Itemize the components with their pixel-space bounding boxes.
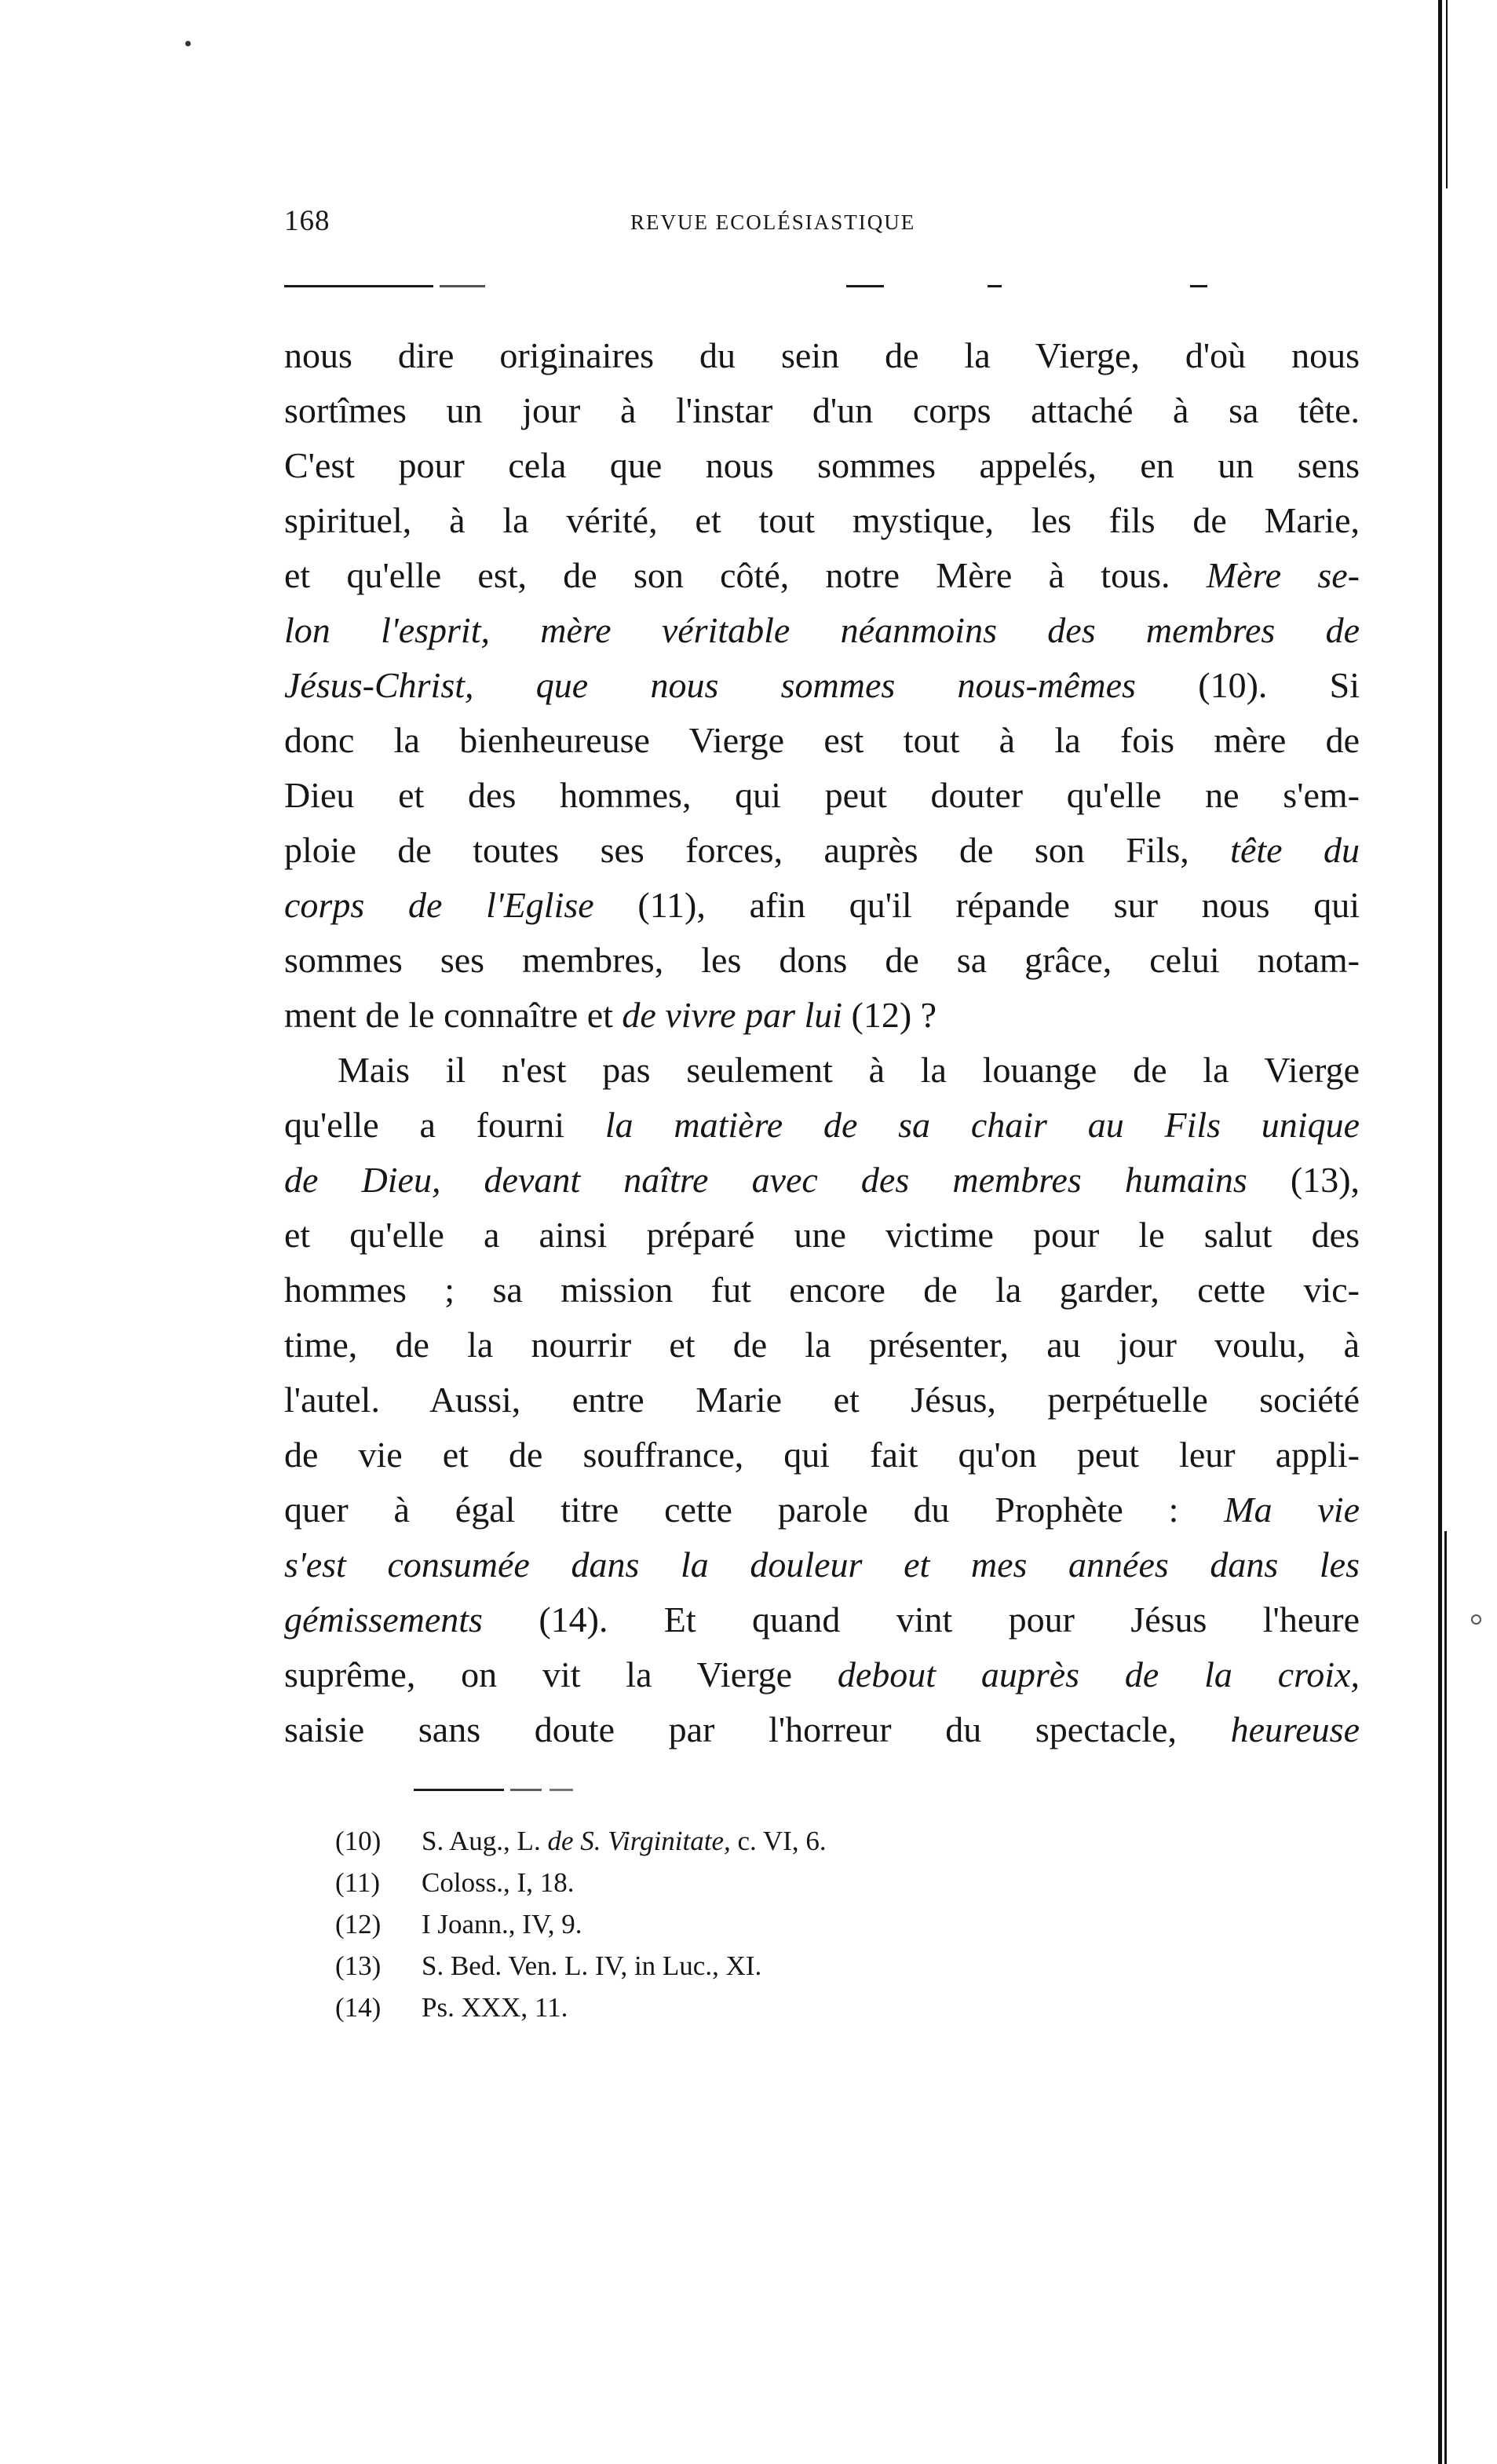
footnotes (335, 1820, 827, 2028)
footnote-rule (510, 1789, 542, 1791)
footnote-italic: de S. Virginitate, (547, 1826, 731, 1856)
text-line: et qu'elle a ainsi préparé une victime pour le salut des (284, 1215, 1360, 1255)
footnote-number: (11) (335, 1867, 381, 1898)
header-rule (1190, 285, 1207, 287)
text-line: sortîmes un jour à l'instar d'un corps attaché à sa tête. (284, 390, 1360, 430)
header-rule (846, 285, 884, 287)
footnote-number: (10) (335, 1826, 382, 1856)
footnote (335, 1987, 827, 2028)
text-run: qu'elle a fourni (284, 1105, 565, 1145)
italic-run: corps de l'Eglise (284, 885, 594, 925)
paragraph-start-line: Mais il n'est pas seulement à la louange de la Vierge (338, 1050, 1360, 1090)
footnote-text: c. VI, 6. (737, 1826, 827, 1856)
scan-edge-line (1444, 1531, 1447, 2464)
page-number: 168 (284, 205, 330, 237)
text-line (284, 1592, 1360, 1647)
footnote-text: I Joann., IV, 9. (422, 1909, 582, 1939)
text-line (284, 548, 1360, 603)
text-run: quer à égal titre cette parole du Prophète : (284, 1490, 1179, 1530)
text-line (284, 878, 1360, 933)
text-line (284, 823, 1360, 878)
footnote-rule (414, 1789, 504, 1791)
header-rule (284, 285, 433, 287)
body-text (284, 328, 1360, 1757)
text-line (284, 1098, 1360, 1153)
running-head: REVUE ECOLÉSIASTIQUE (630, 210, 916, 234)
scan-speck (1471, 1614, 1481, 1625)
italic-run: debout auprès de la croix, (837, 1654, 1360, 1694)
text-run: (12) ? (851, 995, 937, 1035)
text-line (284, 1153, 1360, 1208)
text-line (284, 988, 1360, 1043)
footnote-rule (550, 1789, 573, 1791)
text-run: (14). Et quand vint pour Jésus l'heure (539, 1599, 1360, 1640)
text-run: (10). Si (1198, 665, 1360, 705)
italic-run: de Dieu, devant naître avec des membres humains (284, 1160, 1247, 1200)
text-line (284, 658, 1360, 713)
italic-run: Jésus-Christ, que nous sommes nous-mêmes (284, 665, 1136, 705)
footnote (335, 1820, 827, 1862)
italic-run: gémissements (284, 1599, 483, 1640)
text-line: Dieu et des hommes, qui peut douter qu'elle ne s'em- (284, 775, 1360, 815)
italic-run: de vivre par lui (622, 995, 843, 1035)
header-rule (440, 285, 485, 287)
text-line (284, 1647, 1360, 1702)
footnote (335, 1945, 827, 1987)
footnote (335, 1862, 827, 1903)
text-line: nous dire originaires du sein de la Vierge, d'où nous (284, 335, 1360, 375)
italic-run: lon l'esprit, mère véritable néanmoins des membres de (284, 610, 1360, 650)
text-run: (13), (1290, 1160, 1360, 1200)
text-line: sommes ses membres, les dons de sa grâce, celui notam- (284, 940, 1360, 980)
italic-run: s'est consumée dans la douleur et mes années dans les (284, 1545, 1360, 1585)
text-line: l'autel. Aussi, entre Marie et Jésus, perpétuelle société (284, 1380, 1360, 1420)
scan-edge-line (1446, 0, 1448, 188)
header-rule (988, 285, 1002, 287)
footnote-text: Coloss., I, 18. (422, 1867, 575, 1898)
text-run: (11), afin qu'il répande sur nous qui (637, 885, 1360, 925)
text-run: ment de le connaître et (284, 995, 613, 1035)
scan-edge-line (1438, 0, 1442, 2464)
text-run: suprême, on vit la Vierge (284, 1654, 793, 1694)
text-run: et qu'elle est, de son côté, notre Mère à tous. (284, 555, 1170, 595)
footnote-number: (12) (335, 1909, 382, 1939)
text-line: spirituel, à la vérité, et tout mystique, les fils de Marie, (284, 500, 1360, 540)
text-line (284, 1537, 1360, 1592)
italic-run: Ma vie (1224, 1490, 1360, 1530)
italic-run: la matière de sa chair au Fils unique (604, 1105, 1360, 1145)
text-line: C'est pour cela que nous sommes appelés, en un sens (284, 445, 1360, 485)
footnote-number: (14) (335, 1992, 382, 2023)
italic-run: tête du (1230, 830, 1360, 870)
footnote-number: (13) (335, 1950, 382, 1981)
italic-run: Mère se- (1206, 555, 1360, 595)
footnote (335, 1903, 827, 1945)
text-run: ploie de toutes ses forces, auprès de son Fils, (284, 830, 1189, 870)
scan-speck (185, 41, 191, 46)
text-line (284, 1482, 1360, 1537)
text-line: hommes ; sa mission fut encore de la garder, cette vic- (284, 1270, 1360, 1310)
italic-run: heureuse (1230, 1709, 1360, 1749)
text-line (284, 603, 1360, 658)
text-run: saisie sans doute par l'horreur du spectacle, (284, 1709, 1177, 1749)
footnote-text: Ps. XXX, 11. (422, 1992, 568, 2023)
footnote-text: S. Bed. Ven. L. IV, in Luc., XI. (422, 1950, 762, 1981)
text-line: time, de la nourrir et de la présenter, au jour voulu, à (284, 1325, 1360, 1365)
text-line (284, 1702, 1360, 1757)
text-line: donc la bienheureuse Vierge est tout à la fois mère de (284, 720, 1360, 760)
footnote-text: S. Aug., L. (422, 1826, 541, 1856)
text-line: de vie et de souffrance, qui fait qu'on peut leur appli- (284, 1435, 1360, 1475)
